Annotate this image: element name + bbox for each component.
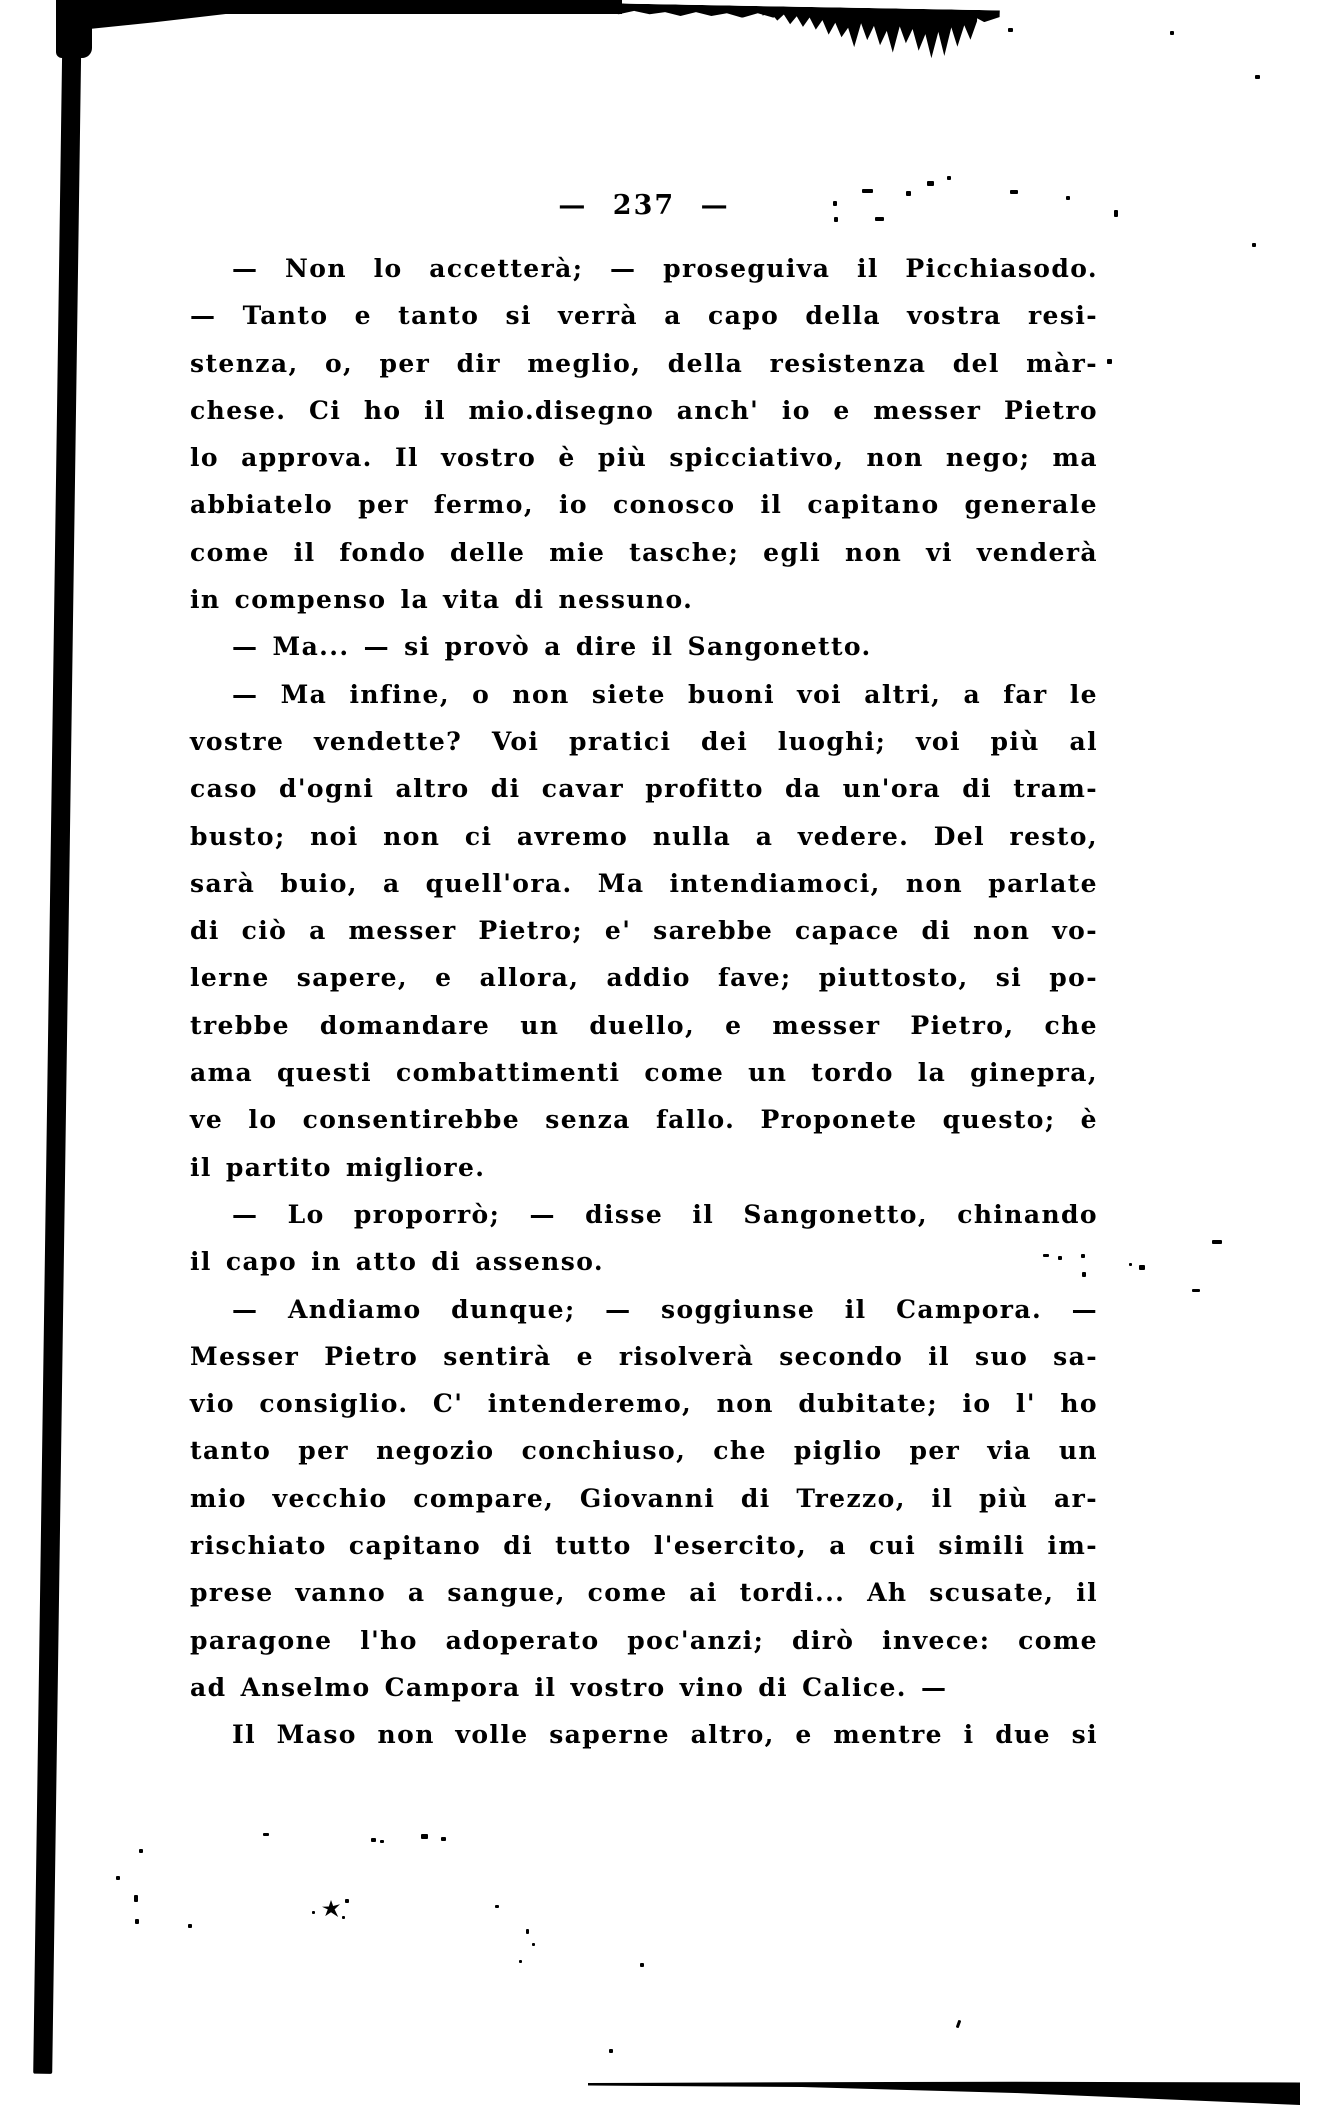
scan-bottom-wedge	[588, 2080, 1300, 2105]
scan-speck	[834, 217, 838, 222]
scan-speck	[263, 1833, 269, 1836]
scan-speck	[526, 1929, 529, 1934]
scan-speck	[134, 1895, 138, 1902]
scan-speck	[1010, 190, 1018, 194]
scan-speck	[1252, 243, 1256, 247]
scan-speck	[640, 1963, 644, 1967]
text-line: — Andiamo dunque; — soggiunse il Campora. —	[232, 1294, 1098, 1324]
scan-ink-blot	[322, 1900, 340, 1917]
scan-speck	[1139, 1265, 1145, 1270]
scan-speck	[441, 1837, 446, 1841]
scan-speck	[519, 1960, 522, 1963]
page-number: — 237 —	[558, 190, 730, 221]
text-line: trebbe domandare un duello, e messer Pietro, che	[190, 1010, 1098, 1040]
text-lines	[190, 245, 1098, 1759]
scan-speck	[380, 1840, 384, 1843]
scan-left-edge-bar	[33, 0, 82, 2074]
scan-speck	[371, 1838, 376, 1842]
text-line: mio vecchio compare, Giovanni di Trezzo, il più ar-	[190, 1483, 1098, 1513]
text-line: — Lo proporrò; — disse il Sangonetto, chinando	[232, 1199, 1098, 1229]
scan-speck	[875, 217, 884, 221]
text-line: prese vanno a sangue, come ai tordi... Ah scusate, il	[190, 1578, 1098, 1608]
scan-speck	[312, 1911, 315, 1914]
text-line: lo approva. Il vostro è più spicciativo, non nego; ma	[190, 443, 1098, 473]
text-line: — Non lo accetterà; — proseguiva il Picchiasodo.	[232, 254, 1098, 283]
text-line: Messer Pietro sentirà e risolverà secondo il suo sa-	[190, 1341, 1098, 1371]
text-line: vostre vendette? Voi pratici dei luoghi; voi più al	[190, 726, 1098, 756]
text-line: sarà buio, a quell'ora. Ma intendiamoci, non parlate	[190, 868, 1098, 898]
scan-speck	[1066, 196, 1070, 200]
text-line: — Tanto e tanto si verrà a capo della vostra resi-	[190, 301, 1098, 331]
scan-speck	[1081, 1254, 1085, 1258]
text-line: rischiato capitano di tutto l'esercito, a cui simili im-	[190, 1531, 1098, 1561]
text-line: tanto per negozio conchiuso, che piglio per via un	[190, 1436, 1098, 1466]
scan-speck	[345, 1899, 349, 1903]
scan-speck	[135, 1919, 139, 1924]
text-line: ve lo consentirebbe senza fallo. Proponete questo; è	[190, 1105, 1098, 1135]
text-line: busto; noi non ci avremo nulla a vedere. Del resto,	[190, 821, 1098, 851]
text-line: il capo in atto di assenso.	[190, 1247, 604, 1277]
scan-speck	[947, 176, 951, 180]
scan-speck	[1058, 1256, 1062, 1260]
scan-speck	[956, 2020, 962, 2029]
scan-speck	[1043, 1254, 1049, 1257]
scan-speck	[927, 181, 934, 186]
scan-speck	[116, 1876, 120, 1880]
text-line: di ciò a messer Pietro; e' sarebbe capace di non vo-	[190, 916, 1098, 946]
scan-speck	[1008, 28, 1013, 32]
text-line: ad Anselmo Campora il vostro vino di Calice. —	[190, 1672, 948, 1702]
scan-speck	[1107, 359, 1112, 364]
text-line: ama questi combattimenti come un tordo la ginepra,	[190, 1058, 1098, 1088]
text-line: chese. Ci ho il mio.disegno anch' io e messer Pietro	[190, 395, 1098, 425]
text-column	[190, 182, 1098, 1759]
text-line: Il Maso non volle saperne altro, e mentre i due si	[232, 1720, 1098, 1750]
scan-speck	[862, 189, 873, 193]
scan-speck	[1170, 31, 1174, 35]
text-line: il partito migliore.	[190, 1152, 486, 1182]
text-line: abbiatelo per fermo, io conosco il capitano generale	[190, 490, 1098, 520]
scan-speck	[1082, 1272, 1086, 1277]
scan-speck	[833, 201, 837, 206]
text-line: — Ma... — si provò a dire il Sangonetto.	[232, 632, 872, 662]
scan-speck	[188, 1924, 192, 1928]
scan-speck	[532, 1943, 535, 1946]
scan-speck	[609, 2049, 613, 2053]
scan-speck	[1212, 1240, 1222, 1244]
text-line: — Ma infine, o non siete buoni voi altri, a far le	[232, 679, 1098, 709]
scan-speck	[1129, 1263, 1132, 1266]
text-line: vio consiglio. C' intenderemo, non dubitate; io l' ho	[190, 1389, 1098, 1419]
text-line: paragone l'ho adoperato poc'anzi; dirò invece: come	[190, 1625, 1098, 1655]
scan-top-blob	[762, 7, 978, 59]
scan-speck	[906, 191, 911, 196]
scan-speck	[342, 1916, 345, 1919]
scan-speck	[1255, 75, 1260, 79]
text-line: lerne sapere, e allora, addio fave; piuttosto, si po-	[190, 963, 1098, 993]
text-line: caso d'ogni altro di cavar profitto da un'ora di tram-	[190, 774, 1098, 804]
text-line: come il fondo delle mie tasche; egli non vi venderà	[190, 537, 1098, 567]
scan-speck	[1114, 210, 1118, 217]
scan-speck	[1192, 1289, 1200, 1292]
text-line: stenza, o, per dir meglio, della resistenza del màr-	[190, 348, 1098, 378]
scan-speck	[421, 1834, 428, 1839]
scan-speck	[139, 1849, 143, 1853]
text-line: in compenso la vita di nessuno.	[190, 585, 694, 615]
scan-speck	[495, 1905, 499, 1908]
